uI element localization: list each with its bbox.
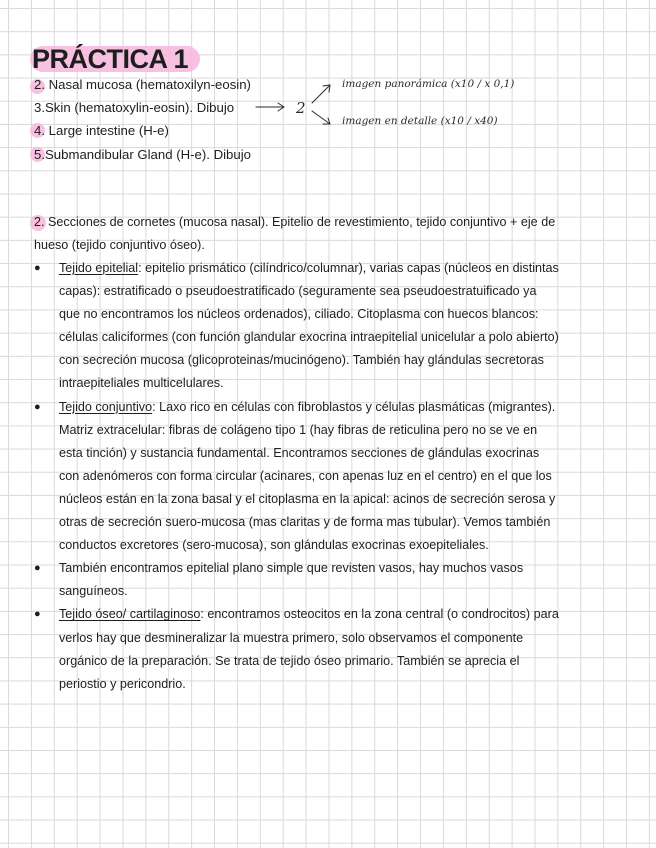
bullet-line: sanguíneos. xyxy=(59,584,128,599)
note-panoramic: imagen panorámica (x10 / x 0,1) xyxy=(342,78,515,90)
note-number: 2 xyxy=(296,99,306,117)
branch-arrow-down-icon xyxy=(312,111,330,124)
section-number: 2. xyxy=(34,215,45,229)
bullet-line: otras de secreción suero-mucosa (mas claritas y de forma mas tubular). Vemos también xyxy=(59,515,551,530)
bullet-line: orgánico de la preparación. Se trata de tejido óseo primario. También se aprecia el xyxy=(59,653,520,668)
practice-item: 2. Nasal mucosa (hematoxilyn-eosin) xyxy=(34,77,251,92)
bullet-item: ● También encontramos epitelial plano simple que revisten vasos, hay muchos vasos sanguíneos. xyxy=(59,557,649,603)
bullet-dot-icon: ● xyxy=(34,562,41,575)
practice-item: 5.Submandibular Gland (H-e). Dibujo xyxy=(34,147,251,162)
bullet-line: periostio y pericondrio. xyxy=(59,676,186,691)
practice-item: 3.Skin (hematoxylin-eosin). Dibujo xyxy=(34,100,235,115)
bullet-dot-icon: ● xyxy=(34,608,41,621)
bullet-line: esta tinción) y sustancia fundamental. Encontramos secciones de glándulas exocrinas xyxy=(59,445,540,460)
bullet-label: Tejido óseo/ cartilaginoso xyxy=(59,607,201,622)
bullet-label: Tejido conjuntivo xyxy=(59,399,153,414)
note-detail: imagen en detalle (x10 / x40) xyxy=(342,115,498,127)
bullet-line: Matriz extracelular: fibras de colágeno tipo 1 (hay fibras de reticulina pero no se ve en xyxy=(59,422,538,437)
bullet-list xyxy=(34,257,649,696)
bullet-line: que no encontramos los núcleos ordenados), ciliado. Citoplasma con huecos blancos: xyxy=(59,307,539,322)
section-body xyxy=(34,211,634,257)
branch-arrow-up-icon xyxy=(312,85,330,103)
bullet-line: con secreción mucosa (glicoproteinas/mucinógeno). También hay glándulas secretoras xyxy=(59,353,544,368)
bullet-line: células caliciformes (con función glandular exocrina intraepitelial unicelular a polo abierto) xyxy=(59,330,559,345)
bullet-item: ● Tejido óseo/ cartilaginoso: encontramos osteocitos en la zona central (o condrocitos) para verlos hay que desmineralizar la muestra primero, solo observamos el componente orgánico de la preparación. Se trata de tejido óseo primario. También se aprecia el periostio y pericondrio. xyxy=(59,603,649,695)
bullet-item: ● Tejido conjuntivo: Laxo rico en células con fibroblastos y células plasmáticas (migrantes). Matriz extracelular: fibras de colágeno tipo 1 (hay fibras de reticulina pero no se ve en esta tinción) y sustancia fundamental. Encontramos secciones de glándulas exocrinas con adenómeros con forma circular (acinares, con apenas luz en el centro) en el que los núcleos están en la zona basal y el citoplasma en la apical: acinos de secreción serosa y otras de secreción suero-mucosa (mas claritas y de forma mas tubular). Vemos también conductos excretores (sero-mucosa), son glándulas exocrinas exoepiteliales. xyxy=(59,396,649,558)
bullet-dot-icon: ● xyxy=(34,262,41,274)
bullet-label: Tejido epitelial xyxy=(59,261,139,275)
bullet-line: capas): estratificado o pseudoestratificado (seguramente sea pseudoestratuificado ya xyxy=(59,284,537,299)
intro-line: 2. Secciones de cornetes (mucosa nasal). Epitelio de revestimiento, tejido conjuntivo + eje de xyxy=(34,215,556,229)
practice-item: 4. Large intestine (H-e) xyxy=(34,123,169,138)
bullet-line: con adenómeros con forma circular (acinares, con apenas luz en el centro) en el que los xyxy=(59,468,552,483)
page-title: PRÁCTICA 1 xyxy=(32,44,189,74)
bullet-dot-icon: ● xyxy=(34,400,41,413)
bullet-line: núcleos están en la zona basal y el citoplasma en la apical: acinos de secreción serosa y xyxy=(59,491,556,506)
bullet-line: intraepiteliales multicelulares. xyxy=(59,376,224,391)
bullet-line: verlos hay que desmineralizar la muestra primero, solo observamos el componente xyxy=(59,630,524,645)
bullet-line: conductos excretores (sero-mucosa), son glándulas exocrinas exoepiteliales. xyxy=(59,538,489,553)
bullet-item: ● Tejido epitelial: epitelio prismático (cilíndrico/columnar), varias capas (núcleos en distintas capas): estratificado o pseudoestratificado (seguramente sea pseudoestratuificado ya que no encontramos los núcleos ordenados), ciliado. Citoplasma con huecos blancos: células caliciformes (con función glandular exocrina intraepitelial unicelular a polo abierto) con secreción mucosa (glicoproteinas/mucinógeno). También hay glándulas secretoras intraepiteliales multicelulares. xyxy=(59,257,649,396)
intro-line: hueso (tejido conjuntivo óseo). xyxy=(34,238,205,253)
